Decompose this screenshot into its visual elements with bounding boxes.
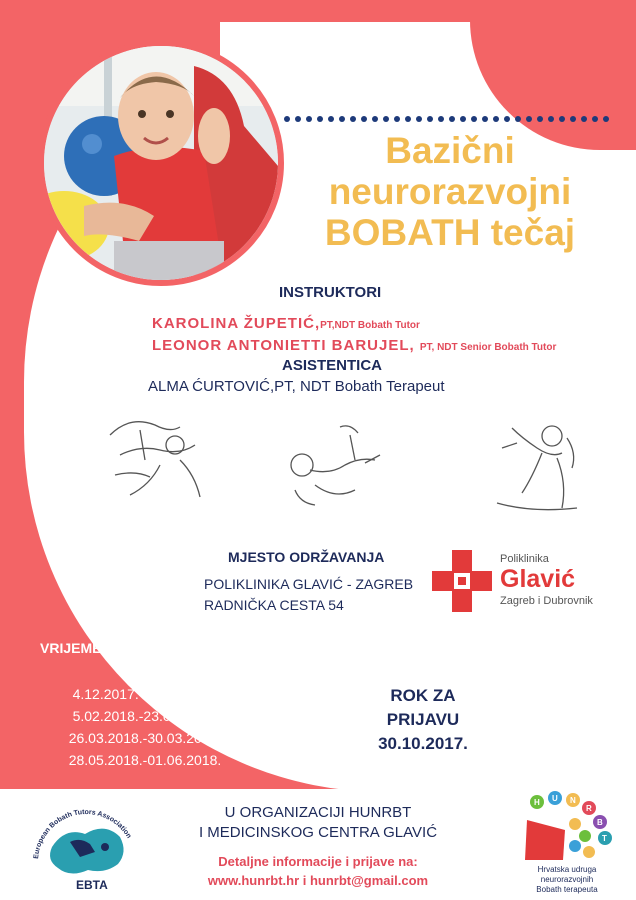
therapy-sketch-1: [100, 405, 210, 505]
hunrbt-letter-n: N: [570, 796, 576, 805]
dot: [537, 116, 543, 122]
hunrbt-letter-b: B: [597, 818, 603, 827]
child-photo: [38, 40, 284, 286]
dot: [581, 116, 587, 122]
dot: [504, 116, 510, 122]
contact-line-2: www.hunrbt.hr i hunrbt@gmail.com: [207, 873, 429, 888]
instructor-1: [152, 315, 420, 332]
dot: [548, 116, 554, 122]
glavic-logo-line-2: Glavić: [500, 565, 576, 593]
therapy-sketch-3: [482, 408, 592, 518]
dot: [295, 116, 301, 122]
organizer-line-2: I MEDICINSKOG CENTRA GLAVIĆ: [198, 824, 438, 841]
dot: [427, 116, 433, 122]
date-item: 4.12.2017.-22.12.2017.: [72, 686, 218, 702]
organizer-line-1: U ORGANIZACIJI HUNRBT: [224, 804, 412, 821]
hunrbt-caption-1: Hrvatska udruga: [537, 865, 597, 874]
asistentica-name: ALMA ĆURTOVIĆ,PT, NDT Bobath Terapeut: [148, 378, 445, 395]
dates-list: [40, 683, 250, 771]
instructor-2: [152, 337, 556, 354]
glavic-cross-icon: [432, 550, 492, 612]
instructor-2-creds: PT, NDT Senior Bobath Tutor: [419, 342, 557, 353]
child-photo-illustration: [44, 46, 278, 280]
dot: [394, 116, 400, 122]
dotted-line: [282, 114, 612, 124]
ebta-arc-text: European Bobath Tutors Association: [33, 808, 133, 860]
price-text: [490, 699, 608, 755]
dot: [471, 116, 477, 122]
hunrbt-caption-3: Bobath terapeuta: [536, 885, 598, 894]
dot: [449, 116, 455, 122]
dot: [306, 116, 312, 122]
vrijeme-heading: VRIJEME ODRŽAVANJA:: [40, 640, 206, 656]
price-value: 27.000,00kn: [515, 741, 583, 753]
dot: [438, 116, 444, 122]
contact-info: [160, 852, 476, 890]
date-item: 5.02.2018.-23.02.2018.: [72, 708, 218, 724]
dot: [284, 116, 290, 122]
glavic-logo-line-3: Zagreb i Dubrovnik: [500, 595, 593, 607]
instructor-1-name: KAROLINA ŽUPETIĆ,: [152, 315, 321, 332]
dot: [383, 116, 389, 122]
instructor-1-creds: PT,NDT Bobath Tutor: [320, 320, 420, 331]
instruktori-heading: INSTRUKTORI: [279, 284, 382, 301]
dot: [559, 116, 565, 122]
ebta-logo: [10, 792, 160, 896]
dot: [317, 116, 323, 122]
deadline-text: [357, 684, 489, 756]
address-line-1: POLIKLINIKA GLAVIĆ - ZAGREB: [204, 576, 414, 592]
dot: [570, 116, 576, 122]
dot: [526, 116, 532, 122]
dot: [416, 116, 422, 122]
dot: [493, 116, 499, 122]
hunrbt-letter-r: R: [586, 804, 592, 813]
dot: [328, 116, 334, 122]
dot: [350, 116, 356, 122]
deadline-line-2: PRIJAVU: [386, 710, 460, 729]
date-item: 28.05.2018.-01.06.2018.: [68, 752, 222, 768]
organizer-text: [160, 803, 476, 843]
dot: [361, 116, 367, 122]
dot: [372, 116, 378, 122]
dot: [603, 116, 609, 122]
deadline-line-1: ROK ZA: [390, 686, 456, 705]
therapy-sketch-2: [280, 415, 390, 510]
title-line-1: Bazični: [385, 130, 515, 171]
address-line-2: RADNIČKA CESTA 54: [204, 597, 344, 613]
instructor-2-name: LEONOR ANTONIETTI BARUJEL,: [152, 337, 415, 354]
deadline-date: 30.10.2017.: [378, 734, 468, 753]
ebta-label: EBTA: [76, 878, 108, 892]
glavic-logo-line-1: Poliklinika: [500, 553, 549, 565]
title-line-3: BOBATH tečaj: [324, 212, 576, 253]
dot: [515, 116, 521, 122]
dot: [482, 116, 488, 122]
contact-line-1: Detaljne informacije i prijave na:: [218, 854, 418, 869]
poliklinika-glavic-logo: [432, 550, 608, 612]
asistentica-heading: ASISTENTICA: [282, 357, 383, 374]
dot: [592, 116, 598, 122]
title-line-2: neurorazvojni: [328, 171, 572, 212]
dot: [405, 116, 411, 122]
dot: [339, 116, 345, 122]
price-line-1: CIJENA: [527, 701, 571, 713]
date-item: 26.03.2018.-30.03.2018.: [68, 730, 222, 746]
mjesto-heading: MJESTO ODRŽAVANJA: [228, 549, 385, 565]
hunrbt-letter-h: H: [534, 798, 540, 807]
hunrbt-caption-2: neurorazvojnih: [540, 875, 594, 884]
hunrbt-letter-u: U: [552, 794, 558, 803]
course-title: [270, 130, 630, 253]
price-line-2: TEČAJA: [525, 717, 573, 729]
dot: [460, 116, 466, 122]
hunrbt-logo: [505, 790, 636, 900]
hunrbt-letter-t: T: [602, 834, 607, 843]
